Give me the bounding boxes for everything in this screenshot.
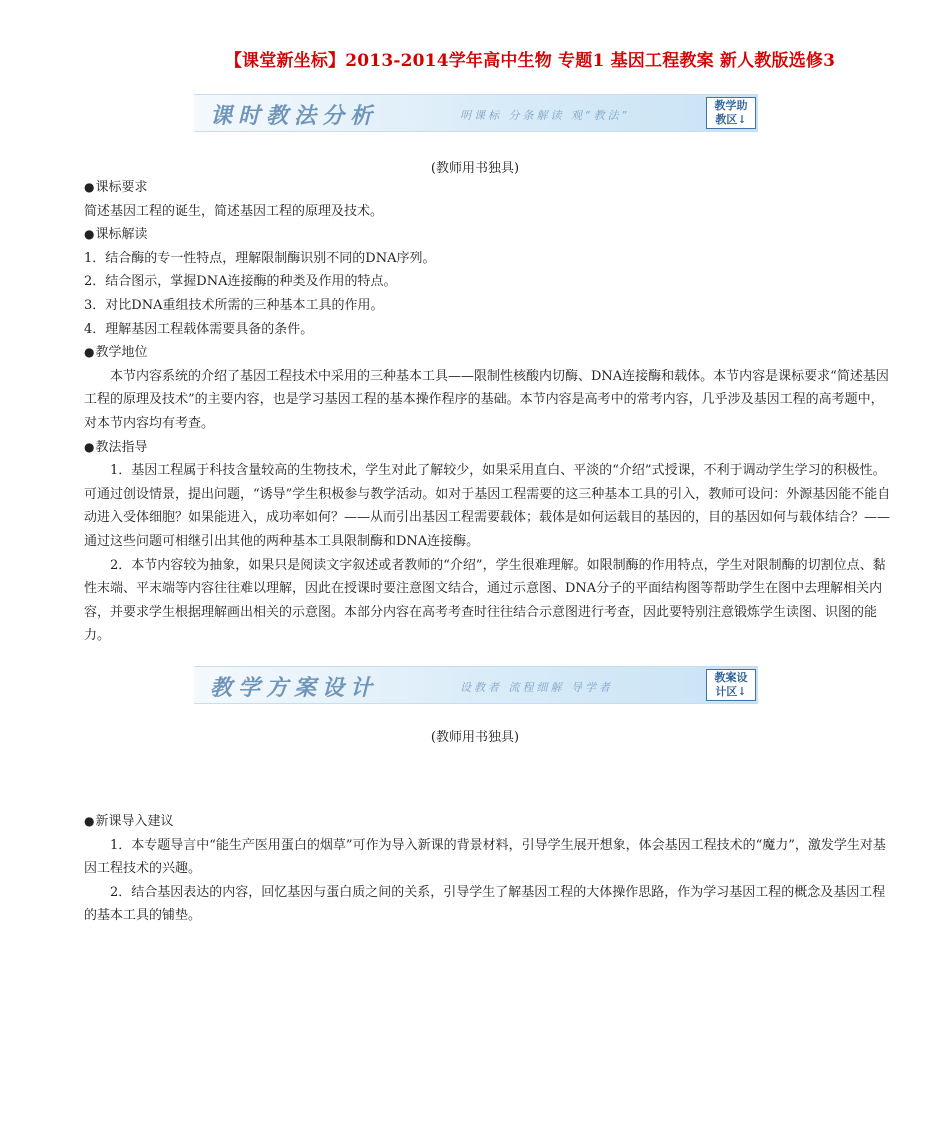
section-heading: ● 课标要求 bbox=[84, 176, 896, 200]
analysis-content bbox=[84, 176, 896, 648]
banner-title: 课时教法分析 bbox=[210, 103, 379, 129]
plan-content bbox=[84, 810, 896, 928]
badge-line: 教区↓ bbox=[715, 113, 747, 126]
section-banner-teaching-analysis bbox=[194, 94, 758, 132]
paragraph: 本节内容系统的介绍了基因工程技术中采用的三种基本工具——限制性核酸内切酶、DNA连接酶和载体。本节内容是课标要求“简述基因工程的原理及技术”的主要内容，也是学习基因工程的基本操作程序的基础。本节内容是高考中的常考内容，几乎涉及基因工程的高考题中，对本节内容均有考查。 bbox=[84, 368, 889, 431]
badge-line: 教学助 bbox=[714, 99, 748, 112]
paragraph: 2．本节内容较为抽象，如果只是阅读文字叙述或者教师的“介绍”，学生很难理解。如限制酶的作用特点，学生对限制酶的切割位点、黏性末端、平末端等内容往往难以理解，因此在授课时要注意图文结合，通过示意图、DNA分子的平面结构图等帮助学生在图中去理解相关内容，并要求学生根据理解画出相关的示意图。本部分内容在高考考查时往往结合示意图进行考查，因此要特别注意锻炼学生读图、识图的能力。 bbox=[84, 557, 886, 644]
document-title: 【课堂新坐标】2013-2014学年高中生物 专题1 基因工程教案 新人教版选修3 bbox=[224, 51, 836, 71]
teacher-only-note: (教师用书独具) bbox=[430, 730, 520, 745]
paragraph: 1．基因工程属于科技含量较高的生物技术，学生对此了解较少，如果采用直白、平淡的“介绍”式授课，不利于调动学生学习的积极性。可通过创设情景，提出问题，“诱导”学生积极参与教学活动。如对于基因工程需要的这三种基本工具的引入，教师可设问：外源基因能不能自动进入受体细胞？如果能进入，成功率如何？——从而引出基因工程需要载体；载体是如何运载目的基因的，目的基因如何与载体结合？——通过这些问题可相继引出其他的两种基本工具限制酶和DNA连接酶。 bbox=[84, 463, 891, 549]
badge-line: 教案设 bbox=[714, 671, 748, 684]
list-item: 3．对比DNA重组技术所需的三种基本工具的作用。 bbox=[84, 297, 384, 313]
badge-line: 计区↓ bbox=[715, 685, 747, 698]
banner-subtitle: 明课标 分条解读 观“教法” bbox=[460, 109, 631, 122]
banner-badge bbox=[706, 669, 756, 701]
banner-title: 教学方案设计 bbox=[210, 675, 379, 701]
list-item: 1．结合酶的专一性特点，理解限制酶识别不同的DNA序列。 bbox=[84, 250, 436, 266]
banner-badge bbox=[706, 97, 756, 129]
paragraph: 简述基因工程的诞生，简述基因工程的原理及技术。 bbox=[84, 203, 384, 219]
section-heading: ● 新课导入建议 bbox=[84, 810, 896, 834]
list-item: 4．理解基因工程载体需要具备的条件。 bbox=[84, 321, 314, 337]
list-item: 2．结合图示，掌握DNA连接酶的种类及作用的特点。 bbox=[84, 274, 397, 290]
section-banner-teaching-plan bbox=[194, 666, 758, 704]
section-heading: ● 教法指导 bbox=[84, 436, 896, 460]
teacher-only-note: (教师用书独具) bbox=[430, 161, 520, 176]
section-heading: ● 课标解读 bbox=[84, 223, 896, 247]
paragraph: 1．本专题导言中“能生产医用蛋白的烟草”可作为导入新课的背景材料，引导学生展开想象，体会基因工程技术的“魔力”，激发学生对基因工程技术的兴趣。 bbox=[84, 837, 886, 877]
section-heading: ● 教学地位 bbox=[84, 341, 896, 365]
paragraph: 2．结合基因表达的内容，回忆基因与蛋白质之间的关系，引导学生了解基因工程的大体操作思路，作为学习基因工程的概念及基因工程的基本工具的铺垫。 bbox=[84, 884, 886, 924]
banner-subtitle: 设教者 流程细解 导学者 bbox=[460, 681, 613, 694]
